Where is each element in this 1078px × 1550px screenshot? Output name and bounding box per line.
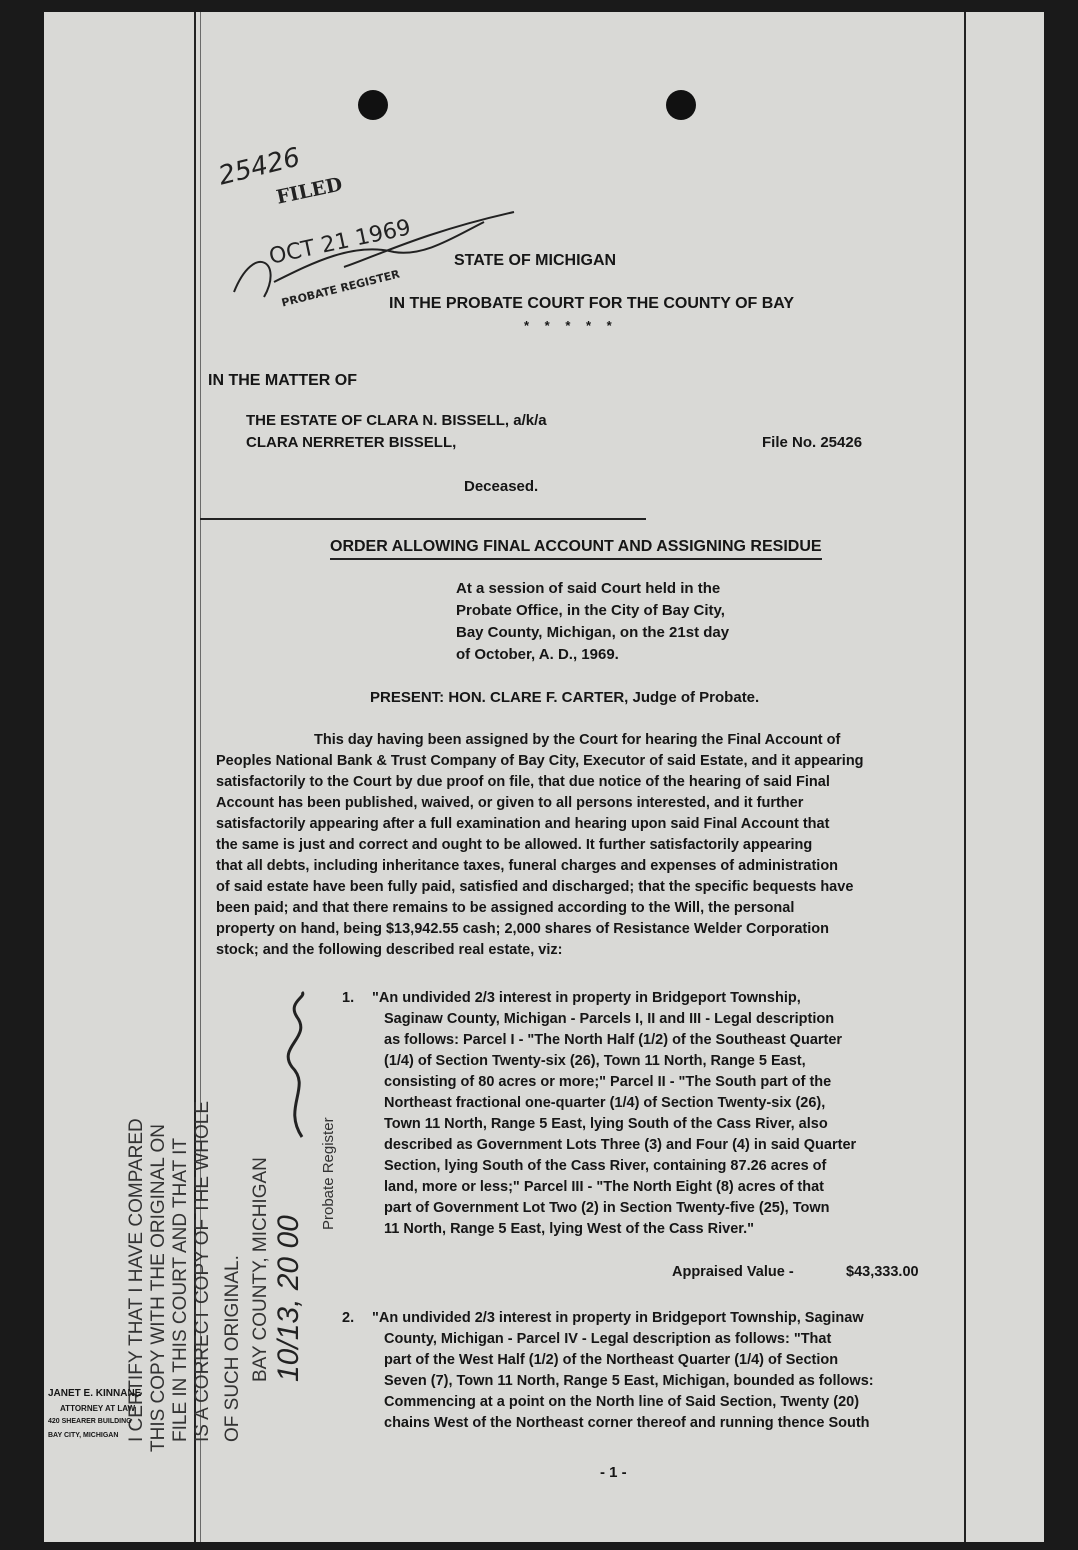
page-number: - 1 -	[600, 1464, 627, 1481]
item-1-line: "An undivided 2/3 interest in property in Bridgeport Township,	[372, 990, 801, 1006]
body-line-11: stock; and the following described real estate, viz:	[216, 942, 563, 958]
certification-line-2: THIS COPY WITH THE ORIGINAL ON	[148, 1124, 169, 1452]
file-number-handwritten: 25426	[215, 142, 304, 192]
state-heading: STATE OF MICHIGAN	[454, 252, 617, 269]
certification-register: Probate Register	[320, 1117, 337, 1230]
item-2-line: County, Michigan - Parcel IV - Legal description as follows: "That	[384, 1331, 832, 1347]
attorney-name: JANET E. KINNANE	[48, 1388, 142, 1399]
session-line-2: Probate Office, in the City of Bay City,	[456, 602, 725, 619]
body-line-2: Peoples National Bank & Trust Company of Bay City, Executor of said Estate, and it appearing	[216, 753, 864, 769]
certification-line-3: FILE IN THIS COURT AND THAT IT	[170, 1137, 191, 1442]
item-1-line: land, more or less;" Parcel III - "The North Eight (8) acres of that	[384, 1179, 824, 1195]
session-line-1: At a session of said Court held in the	[456, 580, 721, 597]
estate-line-1: THE ESTATE OF CLARA N. BISSELL, a/k/a	[246, 412, 547, 429]
item-1-line: 11 North, Range 5 East, lying West of the Cass River."	[384, 1221, 755, 1237]
right-margin-rule	[964, 12, 966, 1542]
court-heading: IN THE PROBATE COURT FOR THE COUNTY OF BAY	[389, 295, 795, 312]
item-1-line: Section, lying South of the Cass River, containing 87.26 acres of	[384, 1158, 827, 1174]
appraised-label: Appraised Value -	[672, 1264, 794, 1280]
attorney-city: BAY CITY, MICHIGAN	[48, 1432, 119, 1439]
appraised-value: $43,333.00	[846, 1264, 919, 1280]
item-1-line: as follows: Parcel I - "The North Half (1/2) of the Southeast Quarter	[384, 1032, 843, 1048]
matter-divider	[200, 518, 646, 520]
item-2-line: part of the West Half (1/2) of the Northeast Quarter (1/4) of Section	[384, 1352, 839, 1368]
body-line-10: property on hand, being $13,942.55 cash; 2,000 shares of Resistance Welder Corporation	[216, 921, 829, 937]
item-2-line: Seven (7), Town 11 North, Range 5 East, Michigan, bounded as follows:	[384, 1373, 874, 1389]
item-2-line: chains West of the Northeast corner thereof and running thence South	[384, 1415, 870, 1431]
attorney-address: 420 SHEARER BUILDING	[48, 1418, 132, 1425]
certification-county: BAY COUNTY, MICHIGAN	[250, 1157, 271, 1382]
body-line-1: This day having been assigned by the Court for hearing the Final Account of	[314, 732, 841, 748]
probate-register-label: PROBATE REGISTER	[280, 267, 402, 310]
matter-label: IN THE MATTER OF	[208, 372, 358, 389]
session-line-3: Bay County, Michigan, on the 21st day	[456, 624, 730, 641]
item-1-line: consisting of 80 acres or more;" Parcel II - "The South part of the	[384, 1074, 832, 1090]
attorney-title: ATTORNEY AT LAW	[60, 1404, 136, 1413]
certification-signature	[272, 987, 322, 1147]
body-line-5: satisfactorily appearing after a full examination and hearing upon said Final Account that	[216, 816, 830, 832]
session-line-4: of October, A. D., 1969.	[456, 646, 619, 663]
item-2-number: 2.	[342, 1310, 355, 1326]
certification-line-5: OF SUCH ORIGINAL.	[222, 1255, 243, 1442]
item-1-line: described as Government Lots Three (3) and Four (4) in said Quarter	[384, 1137, 857, 1153]
order-title: ORDER ALLOWING FINAL ACCOUNT AND ASSIGNING RESIDUE	[330, 538, 822, 560]
certification-line-4: IS A CORRECT COPY OF THE WHOLE	[192, 1100, 213, 1442]
body-line-9: been paid; and that there remains to be assigned according to the Will, the personal	[216, 900, 795, 916]
body-line-3: satisfactorily to the Court by due proof on file, that due notice of the hearing of said Final	[216, 774, 830, 790]
item-1-line: Saginaw County, Michigan - Parcels I, II and III - Legal description	[384, 1011, 835, 1027]
body-line-4: Account has been published, waived, or given to all persons interested, and it further	[216, 795, 804, 811]
file-number: File No. 25426	[762, 434, 863, 451]
item-1-line: Northeast fractional one-quarter (1/4) of Section Twenty-six (26),	[384, 1095, 826, 1111]
certification-date: 10/13, 20 00	[272, 1215, 305, 1382]
punch-hole-left	[358, 90, 388, 120]
filed-label: FILED	[274, 173, 345, 209]
filed-date: OCT 21 1969	[266, 215, 414, 270]
document-page	[44, 12, 1044, 1542]
body-line-7: that all debts, including inheritance taxes, funeral charges and expenses of administration	[216, 858, 839, 874]
estate-line-2: CLARA NERRETER BISSELL,	[246, 434, 457, 451]
item-1-number: 1.	[342, 990, 355, 1006]
punch-hole-right	[666, 90, 696, 120]
item-1-line: part of Government Lot Two (2) in Section Twenty-five (25), Town	[384, 1200, 830, 1216]
deceased-label: Deceased.	[464, 478, 539, 495]
heading-stars: * * * * *	[524, 318, 618, 333]
item-2-line: Commencing at a point on the North line of Said Section, Twenty (20)	[384, 1394, 860, 1410]
item-1-line: (1/4) of Section Twenty-six (26), Town 11 North, Range 5 East,	[384, 1053, 806, 1069]
item-1-line: Town 11 North, Range 5 East, lying South of the Cass River, also	[384, 1116, 828, 1132]
present-line: PRESENT: HON. CLARE F. CARTER, Judge of Probate.	[370, 689, 760, 706]
body-line-6: the same is just and correct and ought to be allowed. It further satisfactorily appearing	[216, 837, 813, 853]
body-line-8: of said estate have been fully paid, satisfied and discharged; that the specific bequests have	[216, 879, 854, 895]
certification-line-1: I CERTIFY THAT I HAVE COMPARED	[126, 1118, 147, 1442]
item-2-line: "An undivided 2/3 interest in property in Bridgeport Township, Saginaw	[372, 1310, 864, 1326]
